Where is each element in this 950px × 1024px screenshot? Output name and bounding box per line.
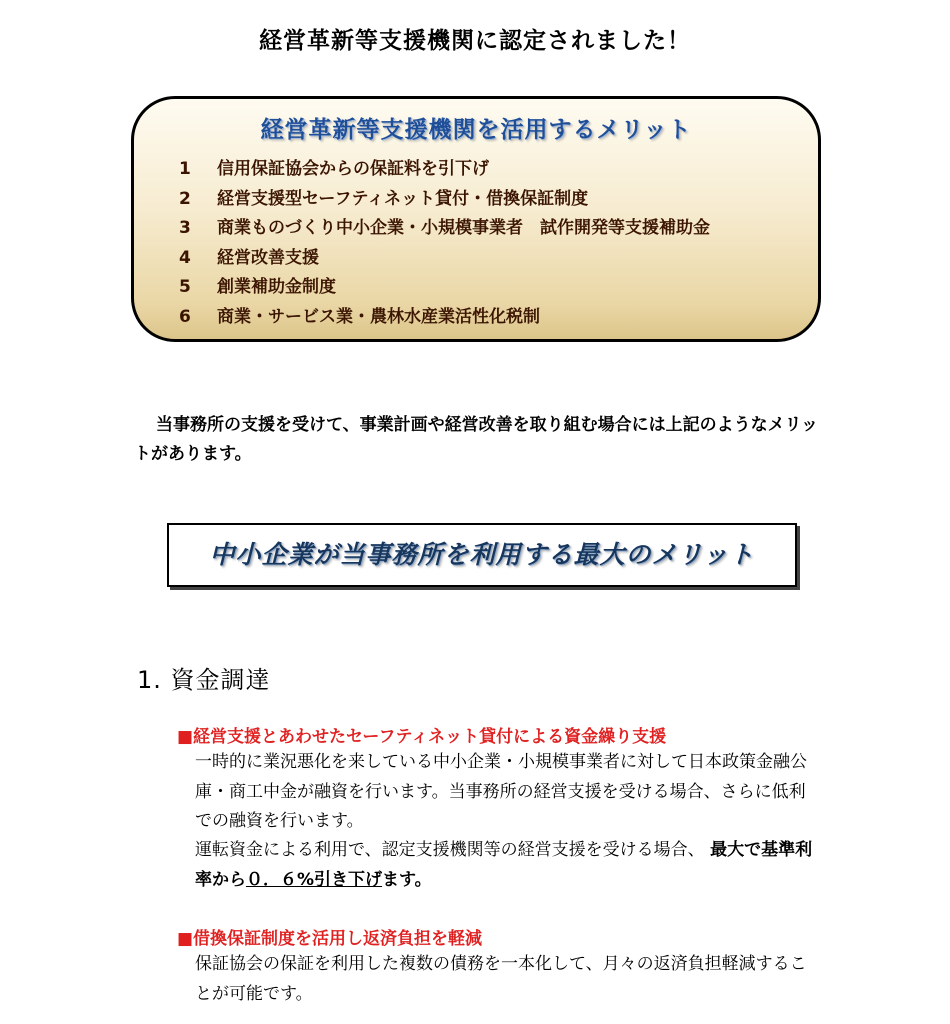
merit-item-text: 経営支援型セーフティネット貸付・借換保証制度 bbox=[217, 188, 589, 209]
merit-item-number: 2 bbox=[179, 188, 191, 209]
merit-item-text: 経営改善支援 bbox=[217, 247, 319, 268]
max-merit-banner bbox=[167, 523, 797, 587]
merit-item bbox=[179, 185, 710, 215]
merit-item-number: 4 bbox=[179, 247, 191, 268]
section-heading-funding: 1. 資金調達 bbox=[137, 666, 271, 694]
intro-paragraph: 当事務所の支援を受けて、事業計画や経営改善を取り組む場合には上記のようなメリットがあります。 bbox=[134, 415, 818, 464]
merit-item-number: 3 bbox=[179, 218, 191, 238]
merit-box bbox=[131, 96, 821, 342]
interest-rate-prefix: 運転資金による利用で、認定支援機関等の経営支援を受ける場合、 bbox=[195, 840, 705, 860]
merit-box-title: 経営革新等支援機関を活用するメリット bbox=[260, 117, 692, 143]
interest-rate-paragraph bbox=[195, 836, 820, 895]
merit-item bbox=[179, 214, 710, 244]
merit-item-text: 商業ものづくり中小企業・小規模事業者 試作開発等支援補助金 bbox=[217, 218, 710, 238]
banner-text: 中小企業が当事務所を利用する最大のメリット bbox=[209, 540, 755, 569]
merit-item-number: 1 bbox=[179, 159, 191, 179]
merit-item-number: 6 bbox=[179, 306, 191, 327]
subheading-safety-net-loan: ■経営支援とあわせたセーフティネット貸付による資金繰り支援 bbox=[177, 727, 667, 747]
merit-item-number: 5 bbox=[179, 277, 191, 297]
merit-item-text: 商業・サービス業・農林水産業活性化税制 bbox=[217, 306, 540, 327]
merit-item bbox=[179, 273, 710, 303]
page-title: 経営革新等支援機関に認定されました！ bbox=[259, 28, 691, 54]
merit-item bbox=[179, 244, 710, 274]
merit-list bbox=[179, 155, 710, 332]
merit-item bbox=[179, 303, 710, 333]
interest-rate-reduction: ０．６%引き下げ bbox=[246, 869, 383, 890]
safety-net-loan-description: 一時的に業況悪化を来している中小企業・小規模事業者に対して日本政策金融公庫・商工中金が融資を行います。当事務所の経営支援を受ける場合、さらに低利での融資を行います。 bbox=[195, 752, 807, 831]
subheading-refinance-guarantee: ■借換保証制度を活用し返済負担を軽減 bbox=[177, 929, 483, 949]
interest-rate-suffix: ます。 bbox=[382, 869, 432, 890]
interest-rate-strong: 最大で基準利率から bbox=[195, 840, 813, 890]
merit-item-text: 信用保証協会からの保証料を引下げ bbox=[217, 159, 489, 179]
merit-item-text: 創業補助金制度 bbox=[217, 277, 336, 297]
merit-item bbox=[179, 155, 710, 185]
refinance-guarantee-description: 保証協会の保証を利用した複数の債務を一本化して、月々の返済負担軽減することが可能です。 bbox=[195, 954, 807, 1004]
